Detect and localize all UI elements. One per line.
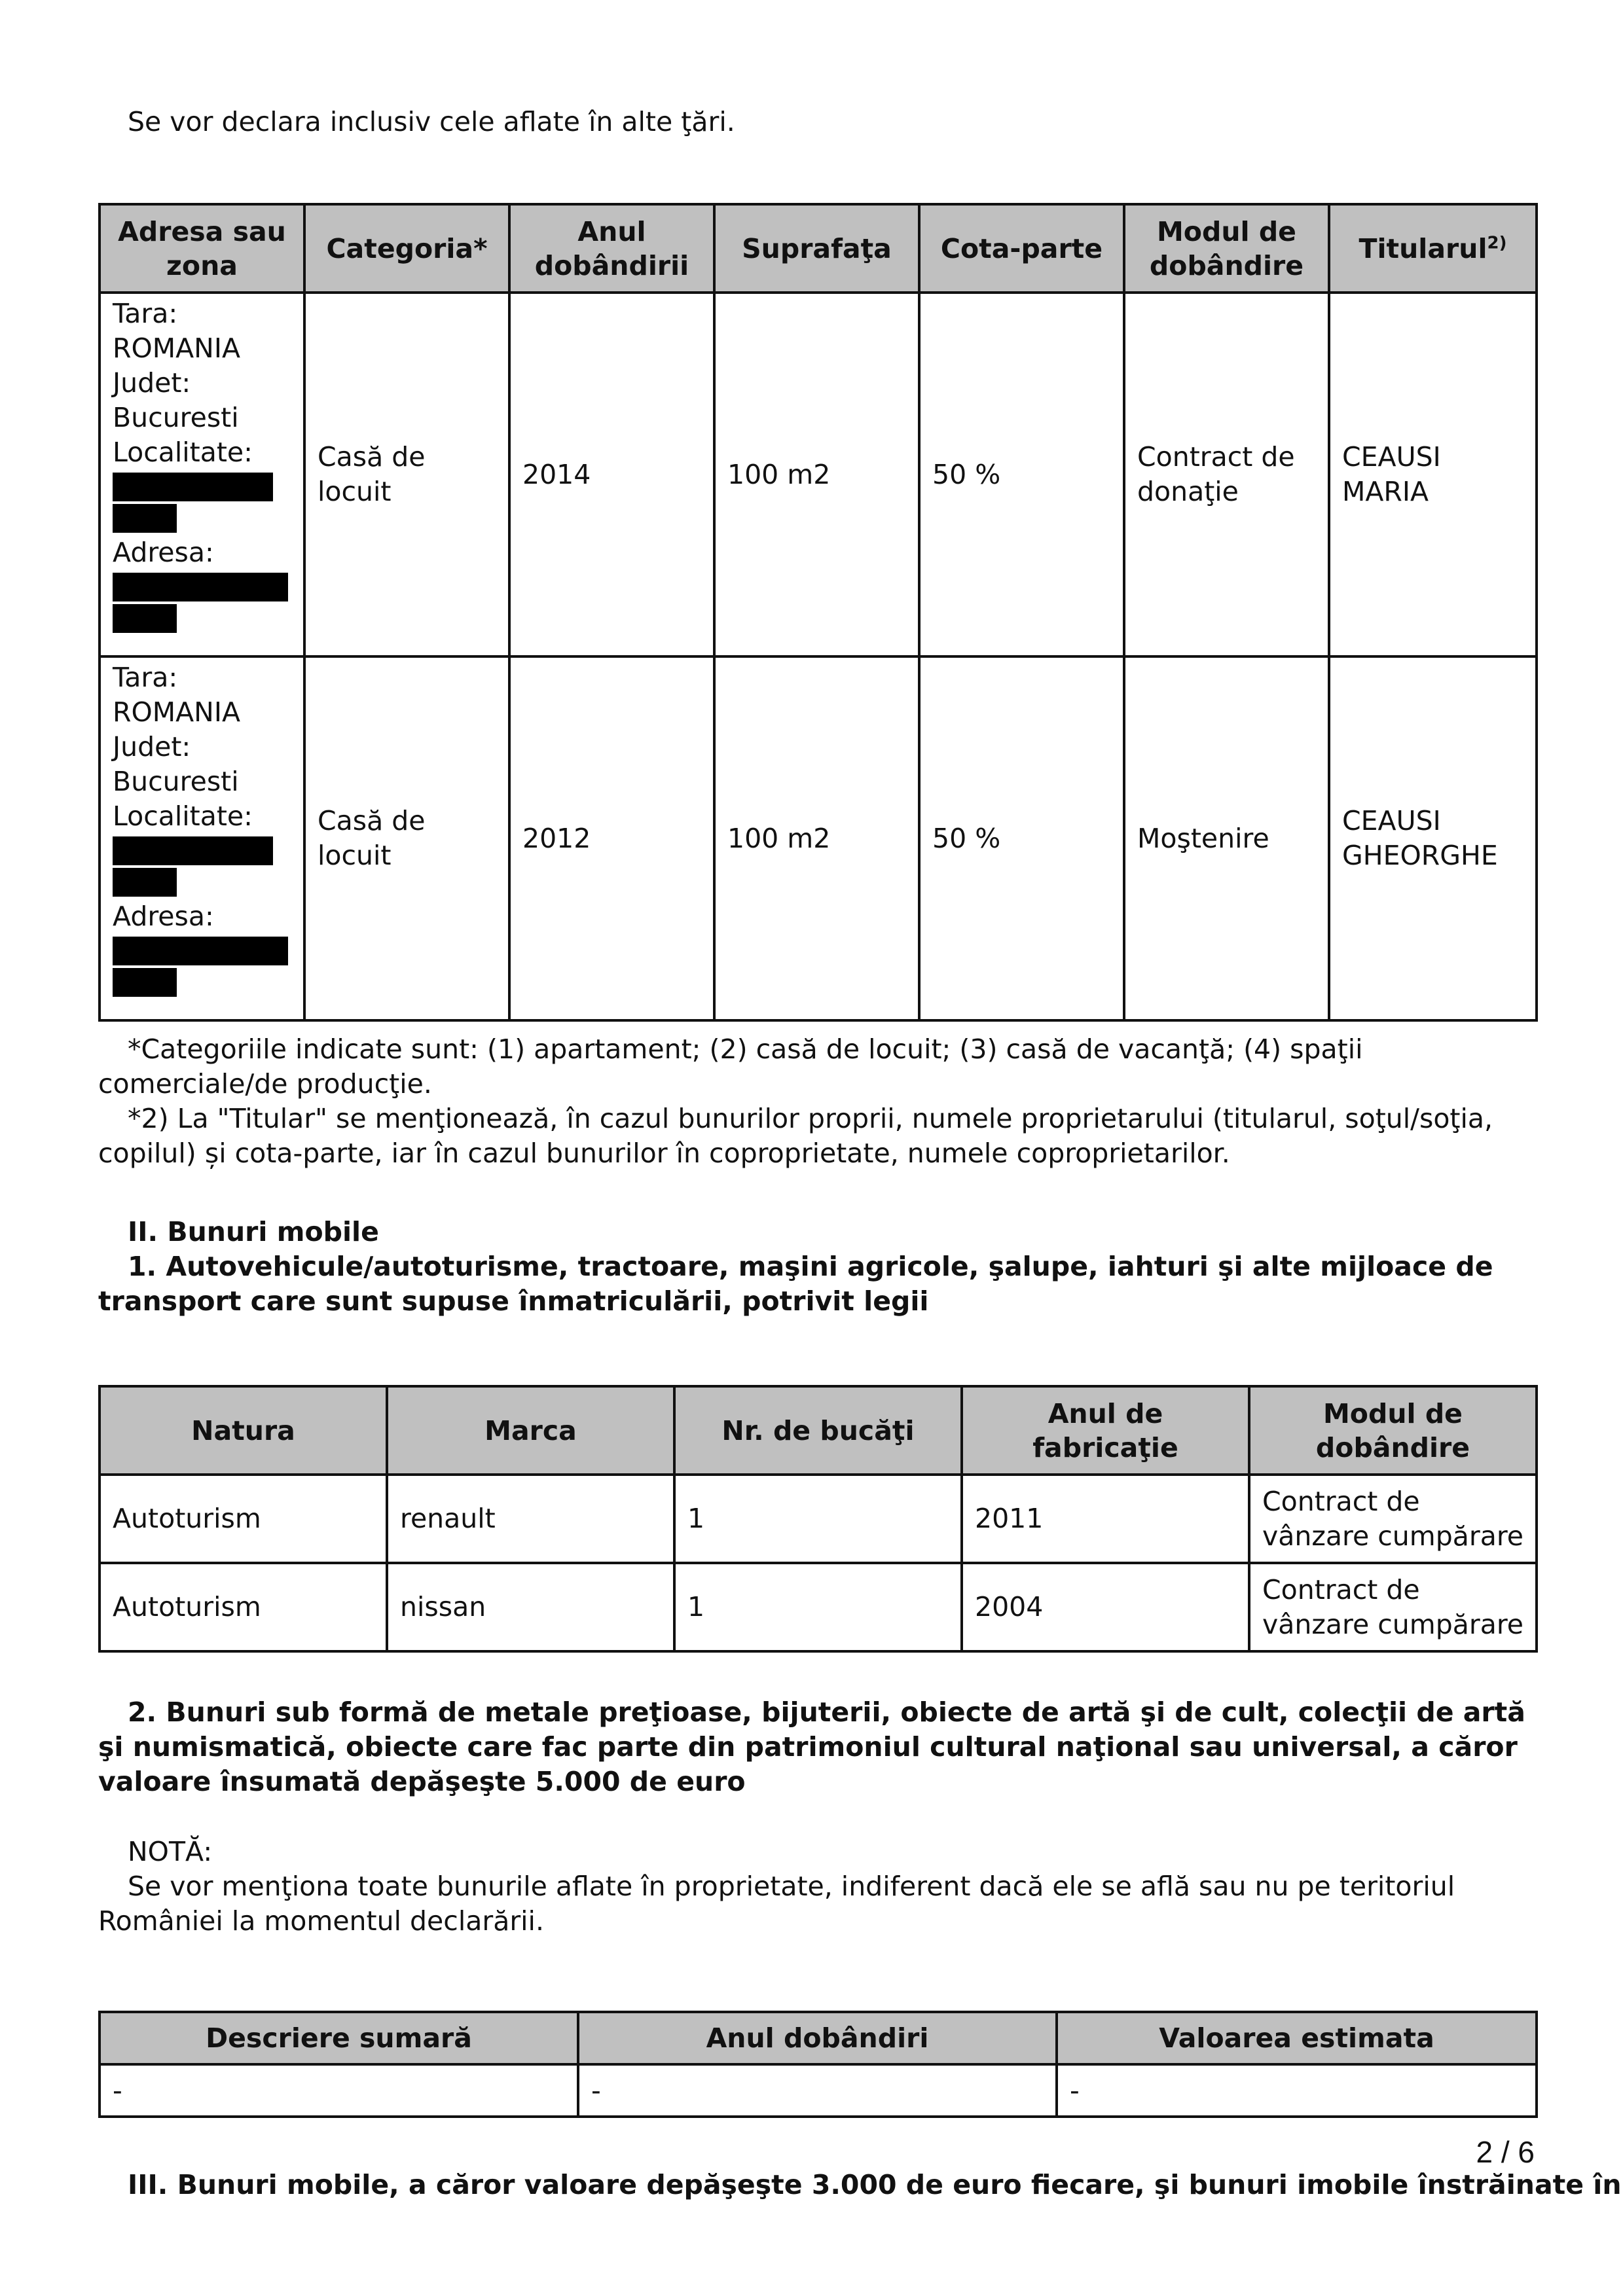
modul-cell: Contract de vânzare cumpărare	[1249, 1475, 1537, 1563]
header-modul: Modul de dobândire	[1124, 204, 1329, 293]
anul-cell: 2012	[509, 656, 714, 1020]
redacted-block	[113, 868, 177, 897]
header-anul-dobandiri: Anul dobândiri	[578, 2012, 1057, 2064]
cota-cell: 50 %	[919, 293, 1124, 656]
tara-value: ROMANIA	[113, 332, 240, 364]
table-row	[100, 656, 1537, 1020]
header-descriere: Descriere sumară	[100, 2012, 578, 2064]
header-adresa: Adresa sau zona	[100, 204, 304, 293]
redacted-block	[113, 937, 288, 965]
adresa-label: Adresa:	[113, 537, 214, 568]
natura-cell: Autoturism	[100, 1563, 387, 1651]
cota-cell: 50 %	[919, 656, 1124, 1020]
valoarea-cell: -	[1057, 2064, 1537, 2117]
an-cell: 2011	[962, 1475, 1249, 1563]
judet-label: Judet:	[113, 367, 191, 399]
redacted-block	[113, 604, 177, 633]
anul-cell: -	[578, 2064, 1057, 2117]
categoria-cell: Casă de locuit	[304, 293, 509, 656]
header-titular	[1329, 204, 1537, 293]
tara-label: Tara:	[113, 662, 178, 693]
modul-cell: Moştenire	[1124, 656, 1329, 1020]
localitate-label: Localitate:	[113, 437, 253, 468]
address-cell	[100, 293, 304, 656]
section-title-bunuri-mobile: II. Bunuri mobile	[128, 1216, 379, 1247]
header-marca: Marca	[387, 1386, 674, 1475]
vehicles-header-row	[100, 1386, 1537, 1475]
realestate-header-row	[100, 204, 1537, 293]
nota-label: NOTĂ:	[128, 1836, 213, 1867]
section-title-autovehicule: 1. Autovehicule/autoturisme, tractoare, maşini agricole, şalupe, iahturi şi alte mijloace de transport care sunt supuse înmatriculării, potrivit legii	[98, 1251, 1493, 1317]
redacted-block	[113, 473, 273, 501]
descriere-cell: -	[100, 2064, 578, 2117]
suprafata-cell: 100 m2	[714, 293, 919, 656]
page-number: 2 / 6	[1476, 2135, 1535, 2169]
suprafata-cell: 100 m2	[714, 656, 919, 1020]
section-title-metale-pretioase: 2. Bunuri sub formă de metale preţioase, bijuterii, obiecte de artă şi de cult, colecţii de artă şi numismatică, obiecte care fac parte din patrimoniul cultural naţional sau universal, a căror valoare însumată depăşeşte 5.000 de euro	[98, 1696, 1525, 1797]
tara-value: ROMANIA	[113, 696, 240, 728]
footnote-categories: *Categoriile indicate sunt: (1) apartament; (2) casă de locuit; (3) casă de vacanţă; (4) spaţii comerciale/de producţie.	[98, 1033, 1363, 1100]
nota-text: Se vor menţiona toate bunurile aflate în proprietate, indiferent dacă ele se află sau nu pe teritoriul României la momentul declarării.	[98, 1871, 1455, 1937]
header-nr-bucati: Nr. de bucăţi	[674, 1386, 962, 1475]
nr-cell: 1	[674, 1563, 962, 1651]
header-natura: Natura	[100, 1386, 387, 1475]
realestate-table	[98, 203, 1538, 1022]
valuables-header-row	[100, 2012, 1537, 2064]
table-row	[100, 1563, 1537, 1651]
localitate-label: Localitate:	[113, 800, 253, 832]
header-categoria: Categoria*	[304, 204, 509, 293]
redacted-block	[113, 968, 177, 997]
header-valoarea: Valoarea estimata	[1057, 2012, 1537, 2064]
footnote-titular: *2) La "Titular" se menţionează, în cazul bunurilor proprii, numele proprietarului (titularul, soţul/soţia, copilul) și cota-parte, iar în cazul bunurilor în coproprietate, numele coproprietarilor.	[98, 1103, 1493, 1169]
categoria-cell: Casă de locuit	[304, 656, 509, 1020]
an-cell: 2004	[962, 1563, 1249, 1651]
titular-footnote-mark: 2)	[1487, 232, 1507, 253]
table-row	[100, 293, 1537, 656]
section-title-bunuri-instrainate: III. Bunuri mobile, a căror valoare depăşeşte 3.000 de euro fiecare, şi bunuri imobile înstrăinate în	[128, 2169, 1622, 2200]
header-titular-label: Titularul	[1359, 232, 1487, 264]
redacted-block	[113, 573, 288, 601]
table-row	[100, 1475, 1537, 1563]
titular-cell: CEAUSI MARIA	[1329, 293, 1537, 656]
vehicles-table	[98, 1385, 1538, 1653]
modul-cell: Contract de vânzare cumpărare	[1249, 1563, 1537, 1651]
redacted-block	[113, 836, 273, 865]
modul-cell: Contract de donaţie	[1124, 293, 1329, 656]
tara-label: Tara:	[113, 298, 178, 329]
judet-value: Bucuresti	[113, 766, 239, 797]
judet-value: Bucuresti	[113, 402, 239, 433]
marca-cell: nissan	[387, 1563, 674, 1651]
adresa-label: Adresa:	[113, 901, 214, 932]
natura-cell: Autoturism	[100, 1475, 387, 1563]
titular-cell: CEAUSI GHEORGHE	[1329, 656, 1537, 1020]
header-anul: Anul dobândirii	[509, 204, 714, 293]
marca-cell: renault	[387, 1475, 674, 1563]
anul-cell: 2014	[509, 293, 714, 656]
header-cota: Cota-parte	[919, 204, 1124, 293]
header-modul-dobandire: Modul de dobândire	[1249, 1386, 1537, 1475]
header-suprafata: Suprafaţa	[714, 204, 919, 293]
valuables-table	[98, 2011, 1538, 2118]
address-cell	[100, 656, 304, 1020]
header-an-fabricatie: Anul de fabricaţie	[962, 1386, 1249, 1475]
judet-label: Judet:	[113, 731, 191, 762]
table-row	[100, 2064, 1537, 2117]
intro-text: Se vor declara inclusiv cele aflate în alte ţări.	[128, 106, 735, 137]
redacted-block	[113, 504, 177, 533]
nr-cell: 1	[674, 1475, 962, 1563]
